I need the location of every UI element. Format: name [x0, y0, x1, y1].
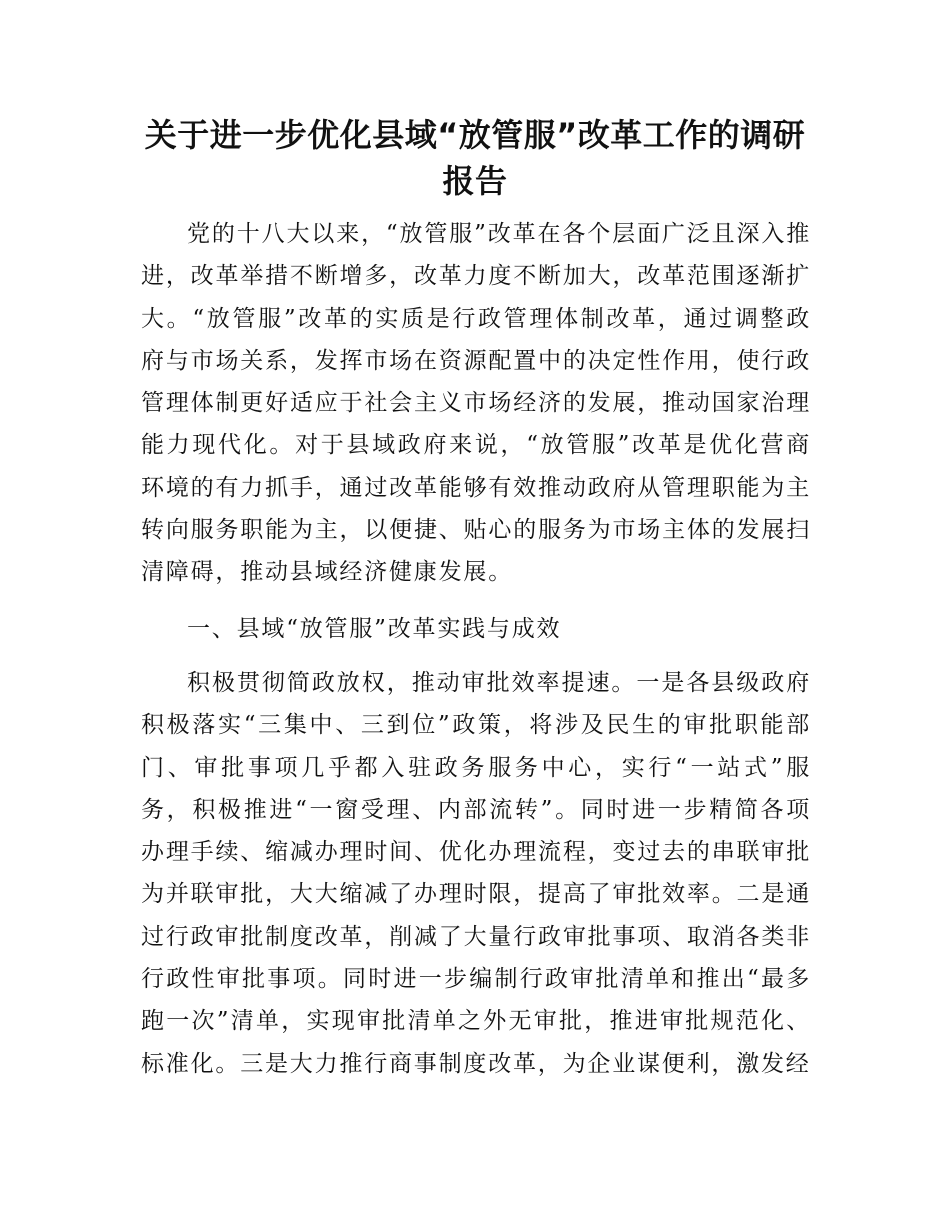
section-heading: 一、县域“放管服”改革实践与成效 [187, 615, 562, 642]
document-body [141, 213, 811, 1085]
intro-paragraph: 党的十八大以来，“放管服”改革在各个层面广泛且深入推进，改革举措不断增多，改革力度不断加大，改革范围逐渐扩大。“放管服”改革的实质是行政管理体制改革，通过调整政府与市场关系，发挥市场在资源配置中的决定性作用，使行政管理体制更好适应于社会主义市场经济的发展，推动国家治理能力现代化。对于县域政府来说，“放管服”改革是优化营商环境的有力抓手，通过改革能够有效推动政府从管理职能为主转向服务职能为主，以便捷、贴心的服务为市场主体的发展扫清障碍，推动县域经济健康发展。 [141, 221, 811, 586]
section-paragraph: 积极贯彻简政放权，推动审批效率提速。一是各县级政府积极落实“三集中、三到位”政策，将涉及民生的审批职能部门、审批事项几乎都入驻政务服务中心，实行“一站式”服务，积极推进“一窗受理、内部流转”。同时进一步精简各项办理手续、缩减办理时间、优化办理流程，变过去的串联审批为并联审批，大大缩减了办理时限，提高了审批效率。二是通过行政审批制度改革，削减了大量行政审批事项、取消各类非行政性审批事项。同时进一步编制行政审批清单和推出“最多跑一次”清单，实现审批清单之外无审批，推进审批规范化、标准化。三是大力推行商事制度改革，为企业谋便利，激发经 [141, 669, 811, 1077]
document-title: 关于进一步优化县域“放管服”改革工作的调研报告 [144, 116, 806, 200]
